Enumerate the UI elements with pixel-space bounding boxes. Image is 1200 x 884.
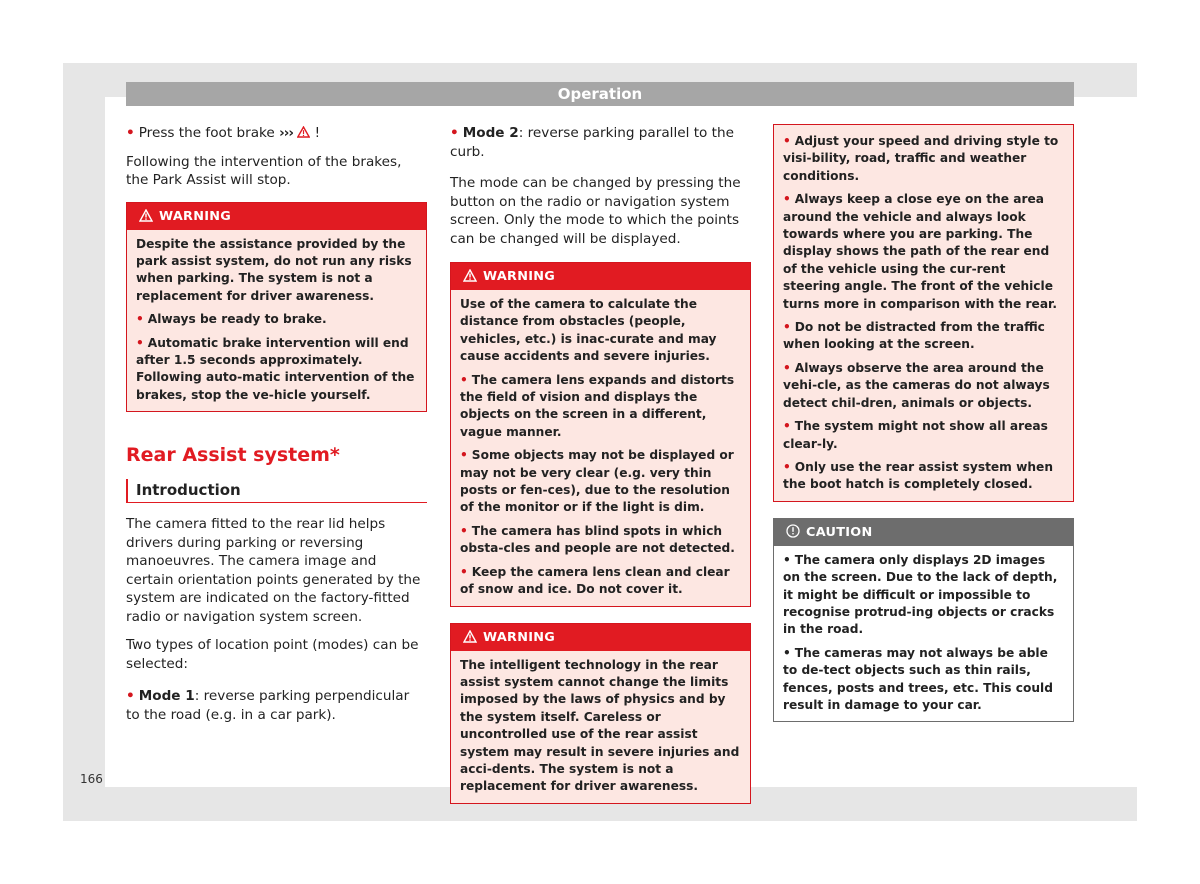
mode-2-label: Mode 2 [462, 125, 519, 141]
mode-1-label: Mode 1 [138, 688, 195, 705]
warning-header [451, 263, 750, 290]
warning-triangle-icon [139, 209, 153, 222]
warning-body [127, 230, 426, 412]
warning-intro: The intelligent technology in the rear assist system cannot change the limits imposed by the laws of physics and by the system itself. Careless or uncontrolled use of the rear assist system may result in severe injuries and acci-dents. The system is not a replacement for driver awareness. [460, 657, 740, 794]
caution-header [774, 519, 1073, 546]
mode-2-item: • Mode 2: reverse parking parallel to the curb. [450, 125, 734, 160]
caution-item: • The cameras may not always be able to de-tect objects such as thin rails, fences, posts and trees, etc. This could result in damage to your car. [783, 645, 1053, 712]
warning-item: • Do not be distracted from the traffic when looking at the screen. [783, 320, 1045, 352]
warning-item: • Always observe the area around the vehi-cle, as the cameras do not always detect chil-dren, animals or objects. [783, 360, 1050, 410]
warning-item: • Automatic brake intervention will end after 1.5 seconds approximately. Following auto-matic intervention of the brakes, stop the ve-hicle yourself. [136, 335, 415, 402]
warning-item: • The camera has blind spots in which obsta-cles and people are not detected. [460, 523, 735, 556]
warning-box-continued [773, 124, 1074, 502]
warning-item: • The system might not show all areas clear-ly. [783, 419, 1048, 451]
warning-intro: Use of the camera to calculate the distance from obstacles (people, vehicles, etc.) is inac-curate and may cause accidents and severe injuries. [460, 297, 717, 364]
warning-box-3 [450, 623, 751, 804]
page-number: 166 [80, 772, 103, 786]
press-brake-suffix: ! [314, 125, 321, 141]
column-1 [126, 124, 427, 734]
mode-1-item: • Mode 1: reverse parking perpendicular to the road (e.g. in a car park). [126, 688, 410, 723]
section-title: Rear Assist system* [126, 444, 340, 467]
warning-title: WARNING [483, 629, 556, 645]
press-brake-step [126, 124, 427, 143]
warning-box-1 [126, 202, 427, 413]
mode-change-paragraph: The mode can be changed by pressing the button on the radio or navigation system screen. Only the mode to which the points can be changed will be displayed. [450, 175, 741, 247]
warning-intro: Despite the assistance provided by the park assist system, do not run any risks when parking. The system is not a replacement for driver awareness. [136, 236, 412, 303]
warning-title: WARNING [483, 269, 556, 284]
caution-body [774, 546, 1073, 722]
caution-box [773, 518, 1074, 723]
bullet: • [126, 125, 135, 141]
warning-body [774, 125, 1073, 501]
warning-item: • Some objects may not be displayed or may not be very clear (e.g. very thin posts or fen-ces), due to the resolution of the monitor or if the light is dim. [460, 448, 734, 515]
warning-triangle-icon [463, 269, 477, 282]
warning-header [127, 203, 426, 230]
warning-item: • Always be ready to brake. [136, 312, 327, 327]
warning-triangle-icon [463, 630, 477, 643]
warning-item: • Keep the camera lens clean and clear of snow and ice. Do not cover it. [460, 564, 730, 597]
column-2 [450, 124, 751, 820]
warning-item: • Adjust your speed and driving style to visi-bility, road, traffic and weather conditions. [783, 134, 1059, 183]
chapter-header [126, 82, 1074, 106]
caution-title: CAUTION [806, 524, 873, 540]
warning-item: • The camera lens expands and distorts the field of vision and displays the objects on the screen in a different, vague manner. [460, 372, 735, 439]
warning-item: • Only use the rear assist system when the boot hatch is completely closed. [783, 459, 1054, 492]
warning-body [451, 651, 750, 803]
column-3 [773, 124, 1074, 738]
caution-item: • The camera only displays 2D images on the screen. Due to the lack of depth, it might be difficult or impossible to recognise protrud-ing objects or cracks in the road. [783, 552, 1058, 637]
warning-header [451, 624, 750, 651]
cross-reference-arrows[interactable]: ››› [279, 125, 293, 141]
warning-body [451, 290, 750, 606]
info-circle-icon [786, 524, 800, 538]
warning-triangle-icon[interactable] [297, 126, 310, 138]
modes-paragraph: Two types of location point (modes) can be selected: [126, 637, 419, 672]
chapter-title: Operation [557, 85, 643, 103]
subsection-title: Introduction [126, 479, 427, 504]
warning-item: • Always keep a close eye on the area around the vehicle and always look towards where you are parking. The display shows the path of the rear end of the vehicle using the cur-rent steering angle. The front of the vehicle turns more in comparison with the rear. [783, 192, 1057, 311]
press-brake-text: Press the foot brake [138, 125, 275, 141]
intro-paragraph: The camera fitted to the rear lid helps drivers during parking or reversing manoeuvres. The camera image and certain orientation points generated by the system are indicated on the factory-fitted radio or navigation system screen. [126, 516, 421, 625]
intervention-paragraph: Following the intervention of the brakes, the Park Assist will stop. [126, 153, 402, 188]
warning-box-2 [450, 262, 751, 607]
warning-title: WARNING [159, 208, 232, 224]
